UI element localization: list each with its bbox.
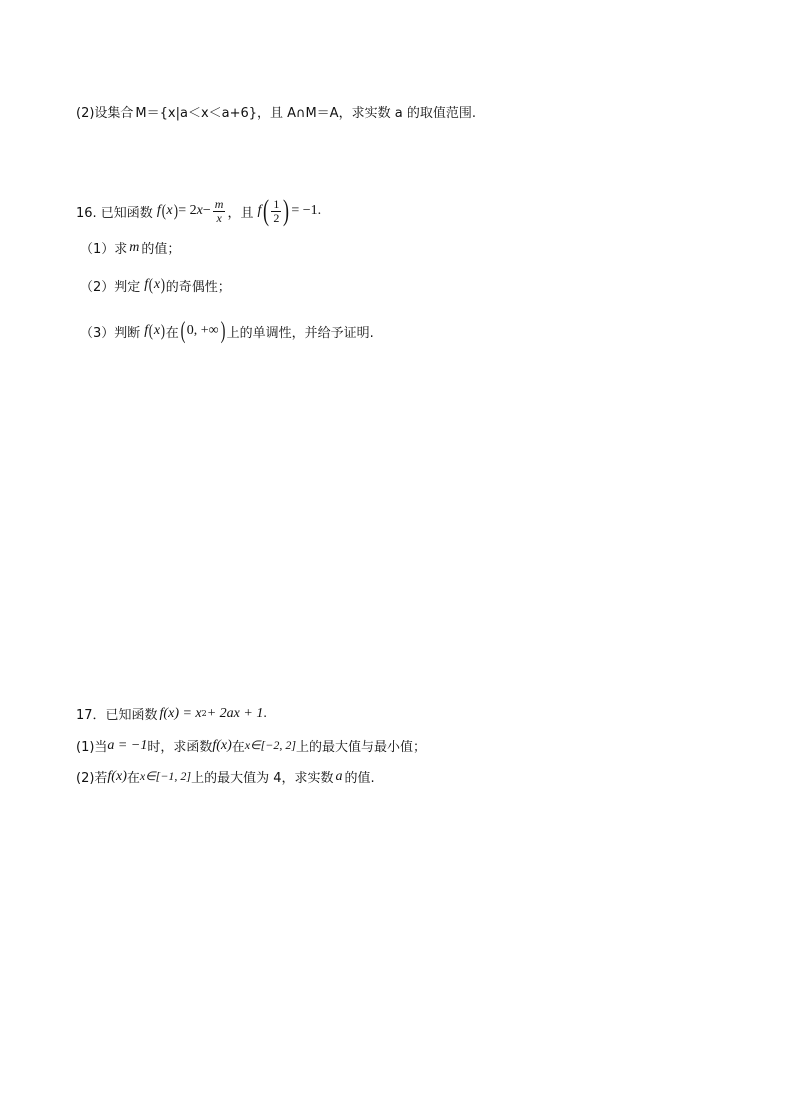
q15-set-definition: M＝{x|a＜x＜a+6} bbox=[135, 106, 258, 121]
q17-p1-domain: x∈[−2, 2] bbox=[244, 738, 297, 752]
q16-fraction-one-half bbox=[271, 198, 281, 225]
q16-x-term: x bbox=[196, 203, 203, 218]
q16-p3-tail: 上的单调性，并给予证明. bbox=[226, 325, 374, 341]
q16-number-text: 16. 已知函数 bbox=[76, 205, 153, 221]
q17-p2-mid: 上的最大值为 4，求实数 bbox=[191, 771, 334, 786]
q15-part2 bbox=[76, 102, 476, 121]
q16-p3-mid: 在 bbox=[165, 325, 179, 341]
q16-mid-text: ，且 bbox=[227, 205, 254, 221]
q17-period: . bbox=[263, 705, 267, 721]
q16-frac-den: x bbox=[216, 210, 222, 225]
q17-superscript: 2 bbox=[201, 709, 207, 718]
q17-function-rest: + 2ax + 1 bbox=[206, 705, 264, 721]
q17-p1-tail: 上的最大值与最小值； bbox=[296, 740, 427, 755]
q17-part2 bbox=[76, 767, 375, 786]
q16-p3-f: f bbox=[144, 323, 149, 338]
q17-p1-cond: a = −1 bbox=[107, 737, 148, 753]
q15-mid-text: ，且 bbox=[257, 106, 284, 121]
q17-p2-tail: 的值. bbox=[344, 771, 375, 786]
q16-p3-label: （3）判断 bbox=[80, 325, 141, 341]
q16-p2-f: f bbox=[144, 277, 149, 292]
q16-p3-interval: 0, +∞ bbox=[186, 323, 219, 338]
q17-statement bbox=[76, 704, 267, 723]
q16-half-num: 1 bbox=[273, 196, 280, 211]
q17-function: f(x) = x bbox=[159, 705, 202, 721]
q15-part2-label: (2)设集合 bbox=[76, 106, 134, 121]
q16-p2-label: （2）判定 bbox=[80, 279, 141, 295]
q16-part2: （2）判定 f ( x ) 的奇偶性； bbox=[80, 275, 231, 295]
q16-statement: 16. 已知函数 f ( x ) = 2 x − $\frac{m}{x}$ ，且 f ( $\frac{1}{2}$ ) = −1. bbox=[76, 194, 322, 227]
q16-p3-x: x bbox=[153, 323, 161, 338]
q16-rhs: = −1. bbox=[291, 203, 322, 218]
q15-tail-text: ，求实数 a 的取值范围. bbox=[338, 106, 476, 121]
q16-p1-tail: 的值； bbox=[141, 242, 181, 257]
q16-eq: = 2 bbox=[178, 203, 197, 218]
q16-part3: （3）判断 f ( x ) 在 ( 0, +∞ ) 上的单调性，并给予证明. bbox=[80, 318, 374, 344]
q16-x-symbol: x bbox=[166, 203, 173, 218]
q17-part1 bbox=[76, 736, 426, 755]
q16-p2-tail: 的奇偶性； bbox=[165, 279, 231, 295]
q16-fraction-m-over-x bbox=[213, 198, 226, 225]
q16-frac-num: m bbox=[214, 196, 224, 211]
q16-p2-x: x bbox=[153, 277, 161, 292]
q17-p2-label: (2)若 bbox=[76, 771, 108, 786]
q16-half-den: 2 bbox=[273, 210, 280, 225]
q17-p2-f: f(x) bbox=[107, 768, 127, 784]
q17-p1-label: (1)当 bbox=[76, 740, 108, 755]
q17-p2-domain: x∈[−1, 2] bbox=[139, 769, 192, 783]
q17-p1-in: 在 bbox=[231, 740, 245, 755]
q15-condition: A∩M＝A bbox=[287, 106, 339, 121]
q17-number-text: 17．已知函数 bbox=[76, 708, 158, 723]
q16-f-symbol-2: f bbox=[257, 203, 262, 218]
q16-part1 bbox=[80, 238, 180, 257]
q17-p2-a: a bbox=[335, 768, 343, 784]
q16-p1-m: m bbox=[129, 239, 140, 255]
q16-minus: − bbox=[202, 203, 211, 218]
q17-p1-mid: 时，求函数 bbox=[147, 740, 213, 755]
q16-f-symbol: f bbox=[156, 203, 161, 218]
q17-p2-in: 在 bbox=[126, 771, 140, 786]
q17-p1-f: f(x) bbox=[212, 737, 232, 753]
q16-p1-label: （1）求 bbox=[80, 242, 128, 257]
